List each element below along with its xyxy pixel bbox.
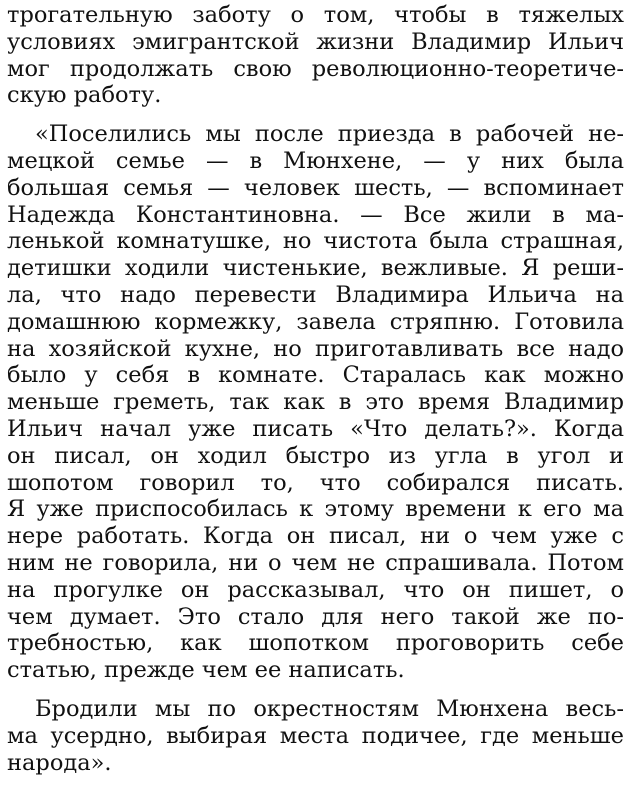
text-line: Ильич начал уже писать «Что делать?». Когда: [7, 415, 624, 442]
text-line: было у себя в комнате. Старалась как можно: [7, 362, 624, 389]
text-line: на прогулке он рассказывал, что он пишет, о: [7, 576, 624, 603]
text-line: требностью, как шопотком проговорить себе: [7, 630, 624, 657]
document-page: [7, 2, 624, 776]
text-line: на хозяйской кухне, но приготавливать все надо: [7, 335, 624, 362]
text-line: Надежда Константиновна. — Все жили в ма-: [7, 201, 624, 228]
text-line: шопотом говорил то, что собирался писать.: [7, 469, 624, 496]
text-line: Бродили мы по окрестностям Мюнхена весь-: [35, 695, 624, 722]
paragraph-2: [7, 121, 624, 684]
text-line: Я уже приспособилась к этому времени к его ма: [7, 496, 624, 523]
paragraph-3: [7, 696, 624, 776]
text-line: условиях эмигрантской жизни Владимир Ильич: [7, 28, 624, 55]
text-line: меньше греметь, так как в это время Владимир: [7, 389, 624, 416]
paragraph-1: [7, 2, 624, 109]
text-line: трогательную заботу о том, чтобы в тяжелых: [7, 2, 624, 28]
text-line: ма усердно, выбирая места подичее, где меньше: [7, 722, 624, 749]
text-line: ла, что надо перевести Владимира Ильича на: [7, 281, 624, 308]
text-line: статью, прежде чем ее написать.: [7, 657, 405, 684]
text-line: «Поселились мы после приезда в рабочей не-: [35, 121, 624, 148]
text-line: домашнюю кормежку, завела стряпню. Готовила: [7, 308, 624, 335]
text-line: ним не говорила, ни о чем не спрашивала. Потом: [7, 549, 624, 576]
text-line: мецкой семье — в Мюнхене, — у них была: [7, 147, 624, 174]
text-line: большая семья — человек шесть, — вспоминает: [7, 174, 624, 201]
text-line: ленькой комнатушке, но чистота была страшная,: [7, 228, 624, 255]
text-line: нере работать. Когда он писал, ни о чем уже с: [7, 523, 624, 550]
text-line: детишки ходили чистенькие, вежливые. Я реши-: [7, 255, 624, 282]
text-line: он писал, он ходил быстро из угла в угол и: [7, 442, 624, 469]
text-line: мог продолжать свою революционно-теоретиче-: [7, 55, 624, 82]
text-line: скую работу.: [7, 82, 162, 109]
text-line: народа».: [7, 749, 112, 776]
text-line: чем думает. Это стало для него такой же по-: [7, 603, 624, 630]
